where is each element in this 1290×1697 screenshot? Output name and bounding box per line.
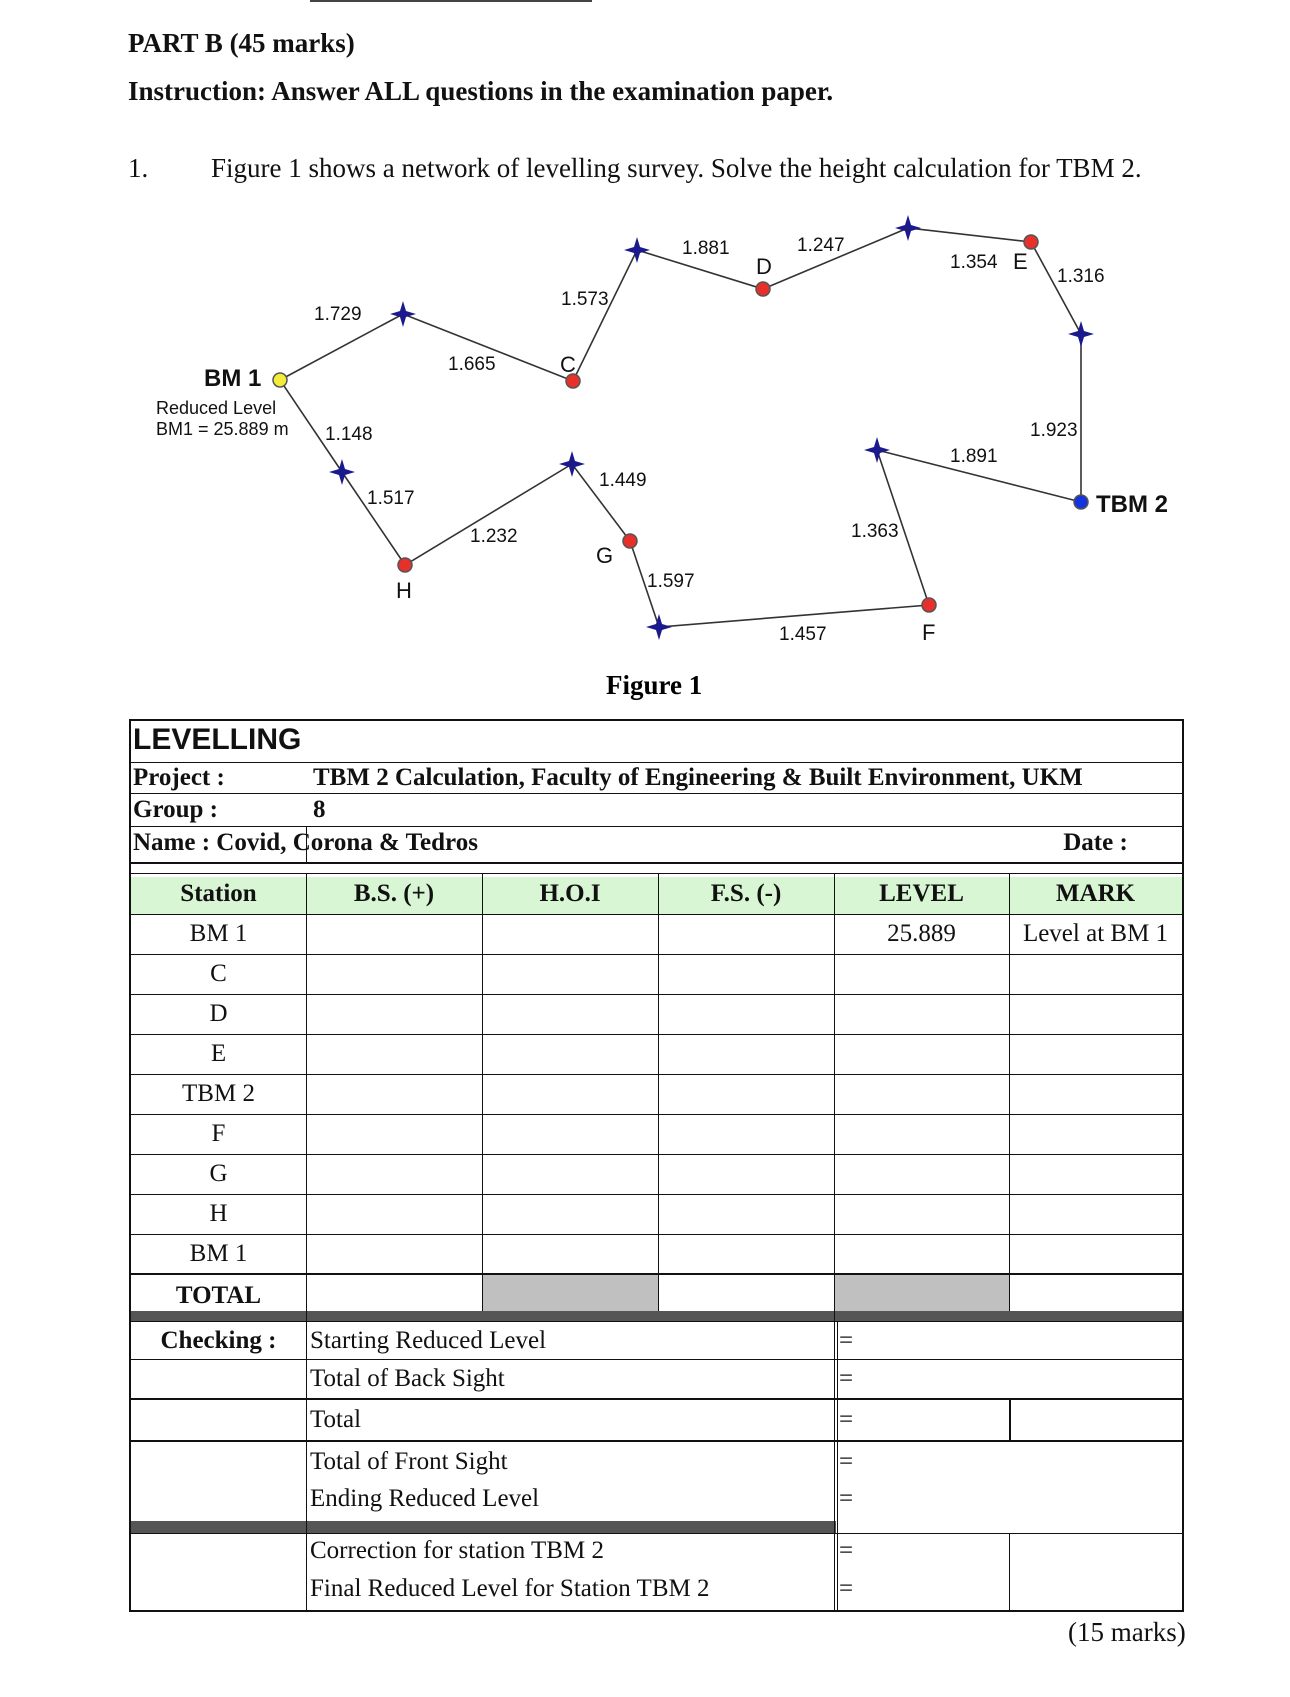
station-h-label: H	[396, 578, 412, 603]
station-e-label: E	[1013, 249, 1028, 274]
turning-point-marker	[895, 215, 921, 241]
project-label: Project :	[133, 764, 225, 791]
tbm2-label: TBM 2	[1096, 491, 1168, 518]
reading-label: 1.247	[797, 235, 845, 256]
rule	[131, 1321, 1182, 1322]
station-cell: C	[210, 960, 227, 987]
separator-bar	[131, 1311, 1182, 1321]
part-heading: PART B (45 marks)	[128, 28, 355, 58]
station-g-label: G	[596, 543, 614, 568]
col-header-bs: B.S. (+)	[353, 880, 435, 907]
bm1-marker	[273, 373, 287, 387]
reading-label: 1.517	[367, 488, 415, 509]
reading-label: 1.729	[314, 304, 362, 325]
rule	[131, 1234, 1182, 1235]
vrule	[837, 1321, 838, 1610]
station-cell: BM 1	[189, 1240, 248, 1267]
reading-label: 1.363	[851, 521, 899, 542]
rule	[131, 826, 1182, 827]
rule	[131, 954, 1182, 955]
date-label: Date :	[1063, 829, 1128, 856]
turning-point-marker	[624, 237, 650, 263]
form-title: LEVELLING	[133, 723, 302, 756]
reading-label: 1.597	[647, 571, 695, 592]
hoi-total-shade	[483, 1273, 658, 1311]
turning-points	[329, 215, 1094, 640]
reading-label: 1.665	[448, 354, 496, 375]
col-header-fs: F.S. (-)	[710, 880, 782, 907]
station-e-marker	[1024, 235, 1038, 249]
name-line: Name : Covid, Corona & Tedros	[133, 829, 478, 856]
checking-label: Checking :	[160, 1327, 277, 1354]
rule	[131, 793, 1182, 794]
rule	[131, 914, 1182, 915]
turning-point-marker	[1068, 321, 1094, 347]
station-cell: BM 1	[189, 920, 248, 947]
levelling-form	[129, 719, 1184, 1612]
rule	[131, 1533, 1182, 1534]
station-cell: D	[209, 1000, 228, 1027]
mark-cell: Level at BM 1	[1022, 920, 1169, 947]
check-total-fs: Total of Front Sight	[310, 1448, 508, 1475]
equals-sign: =	[839, 1327, 854, 1354]
reading-label: 1.354	[950, 252, 998, 273]
rule	[131, 1359, 1182, 1360]
question-number: 1.	[128, 153, 149, 183]
equals-sign: =	[839, 1406, 854, 1433]
reading-label: 1.232	[470, 526, 518, 547]
station-cell: TBM 2	[182, 1080, 255, 1107]
reading-label: 1.923	[1030, 420, 1078, 441]
reading-label: 1.449	[599, 470, 647, 491]
rule	[131, 862, 1182, 864]
check-final-level: Final Reduced Level for Station TBM 2	[310, 1575, 710, 1602]
rule	[131, 1074, 1182, 1075]
rule	[131, 873, 1182, 874]
station-h-marker	[398, 558, 412, 572]
reading-label: 1.573	[561, 289, 609, 310]
levelling-network-figure	[0, 0, 1290, 700]
col-header-hoi: H.O.I	[539, 880, 601, 907]
level-cell: 25.889	[887, 920, 956, 947]
station-cell: E	[210, 1040, 227, 1067]
turning-point-marker	[559, 451, 585, 477]
station-f-label: F	[922, 620, 936, 645]
equals-sign: =	[839, 1448, 854, 1475]
vrule	[1009, 1398, 1011, 1442]
rule	[131, 1440, 1182, 1442]
check-total: Total	[310, 1406, 362, 1433]
rule	[131, 1398, 1182, 1400]
reading-label: 1.881	[682, 238, 730, 259]
marks-note: (15 marks)	[1068, 1617, 1186, 1647]
reading-label: 1.457	[779, 624, 827, 645]
equals-sign: =	[839, 1537, 854, 1564]
bm1-label: BM 1	[204, 365, 262, 392]
group-value: 8	[313, 796, 326, 823]
level-total-shade	[834, 1273, 1009, 1311]
rule	[131, 994, 1182, 995]
figure-caption: Figure 1	[606, 670, 703, 700]
rule	[131, 762, 1182, 763]
equals-sign: =	[839, 1485, 854, 1512]
check-starting-level: Starting Reduced Level	[310, 1327, 547, 1354]
group-label: Group :	[133, 796, 218, 823]
instruction: Instruction: Answer ALL questions in the examination paper.	[128, 76, 834, 106]
reading-label: 1.891	[950, 446, 998, 467]
equals-sign: =	[839, 1365, 854, 1392]
tbm2-marker	[1074, 495, 1088, 509]
rule	[131, 1114, 1182, 1115]
reduced-level-line2: BM1 = 25.889 m	[156, 419, 289, 439]
station-f-marker	[922, 598, 936, 612]
col-header-station: Station	[180, 880, 257, 907]
separator-bar-2	[131, 1521, 836, 1533]
check-correction: Correction for station TBM 2	[310, 1537, 604, 1564]
turning-point-marker	[329, 459, 355, 485]
vrule	[1009, 1533, 1010, 1610]
turning-point-marker	[646, 614, 672, 640]
reduced-level-line1: Reduced Level	[156, 398, 277, 418]
reading-label: 1.316	[1057, 266, 1105, 287]
station-d-label: D	[756, 254, 772, 279]
vrule	[306, 873, 307, 1610]
check-total-bs: Total of Back Sight	[310, 1365, 505, 1392]
rule	[131, 1194, 1182, 1195]
col-header-mark: MARK	[1055, 880, 1136, 907]
reading-label: 1.148	[325, 424, 373, 445]
total-label: TOTAL	[175, 1282, 262, 1309]
equals-sign: =	[839, 1575, 854, 1602]
station-c-label: C	[560, 352, 576, 377]
rule	[131, 1154, 1182, 1155]
rule	[131, 1273, 1182, 1275]
vrule	[834, 873, 835, 1610]
station-d-marker	[756, 282, 770, 296]
station-cell: F	[211, 1120, 226, 1147]
station-cell: H	[209, 1200, 228, 1227]
turning-point-marker	[390, 301, 416, 327]
turning-point-marker	[864, 437, 890, 463]
vrule	[658, 873, 659, 1311]
question-text: Figure 1 shows a network of levelling survey. Solve the height calculation for TBM 2.	[211, 153, 1142, 183]
col-header-level: LEVEL	[879, 880, 964, 907]
check-ending-level: Ending Reduced Level	[310, 1485, 540, 1512]
station-cell: G	[209, 1160, 228, 1187]
station-g-marker	[623, 534, 637, 548]
rule	[131, 1034, 1182, 1035]
vrule	[482, 873, 483, 1311]
project-value: TBM 2 Calculation, Faculty of Engineering & Built Environment, UKM	[313, 764, 1083, 791]
